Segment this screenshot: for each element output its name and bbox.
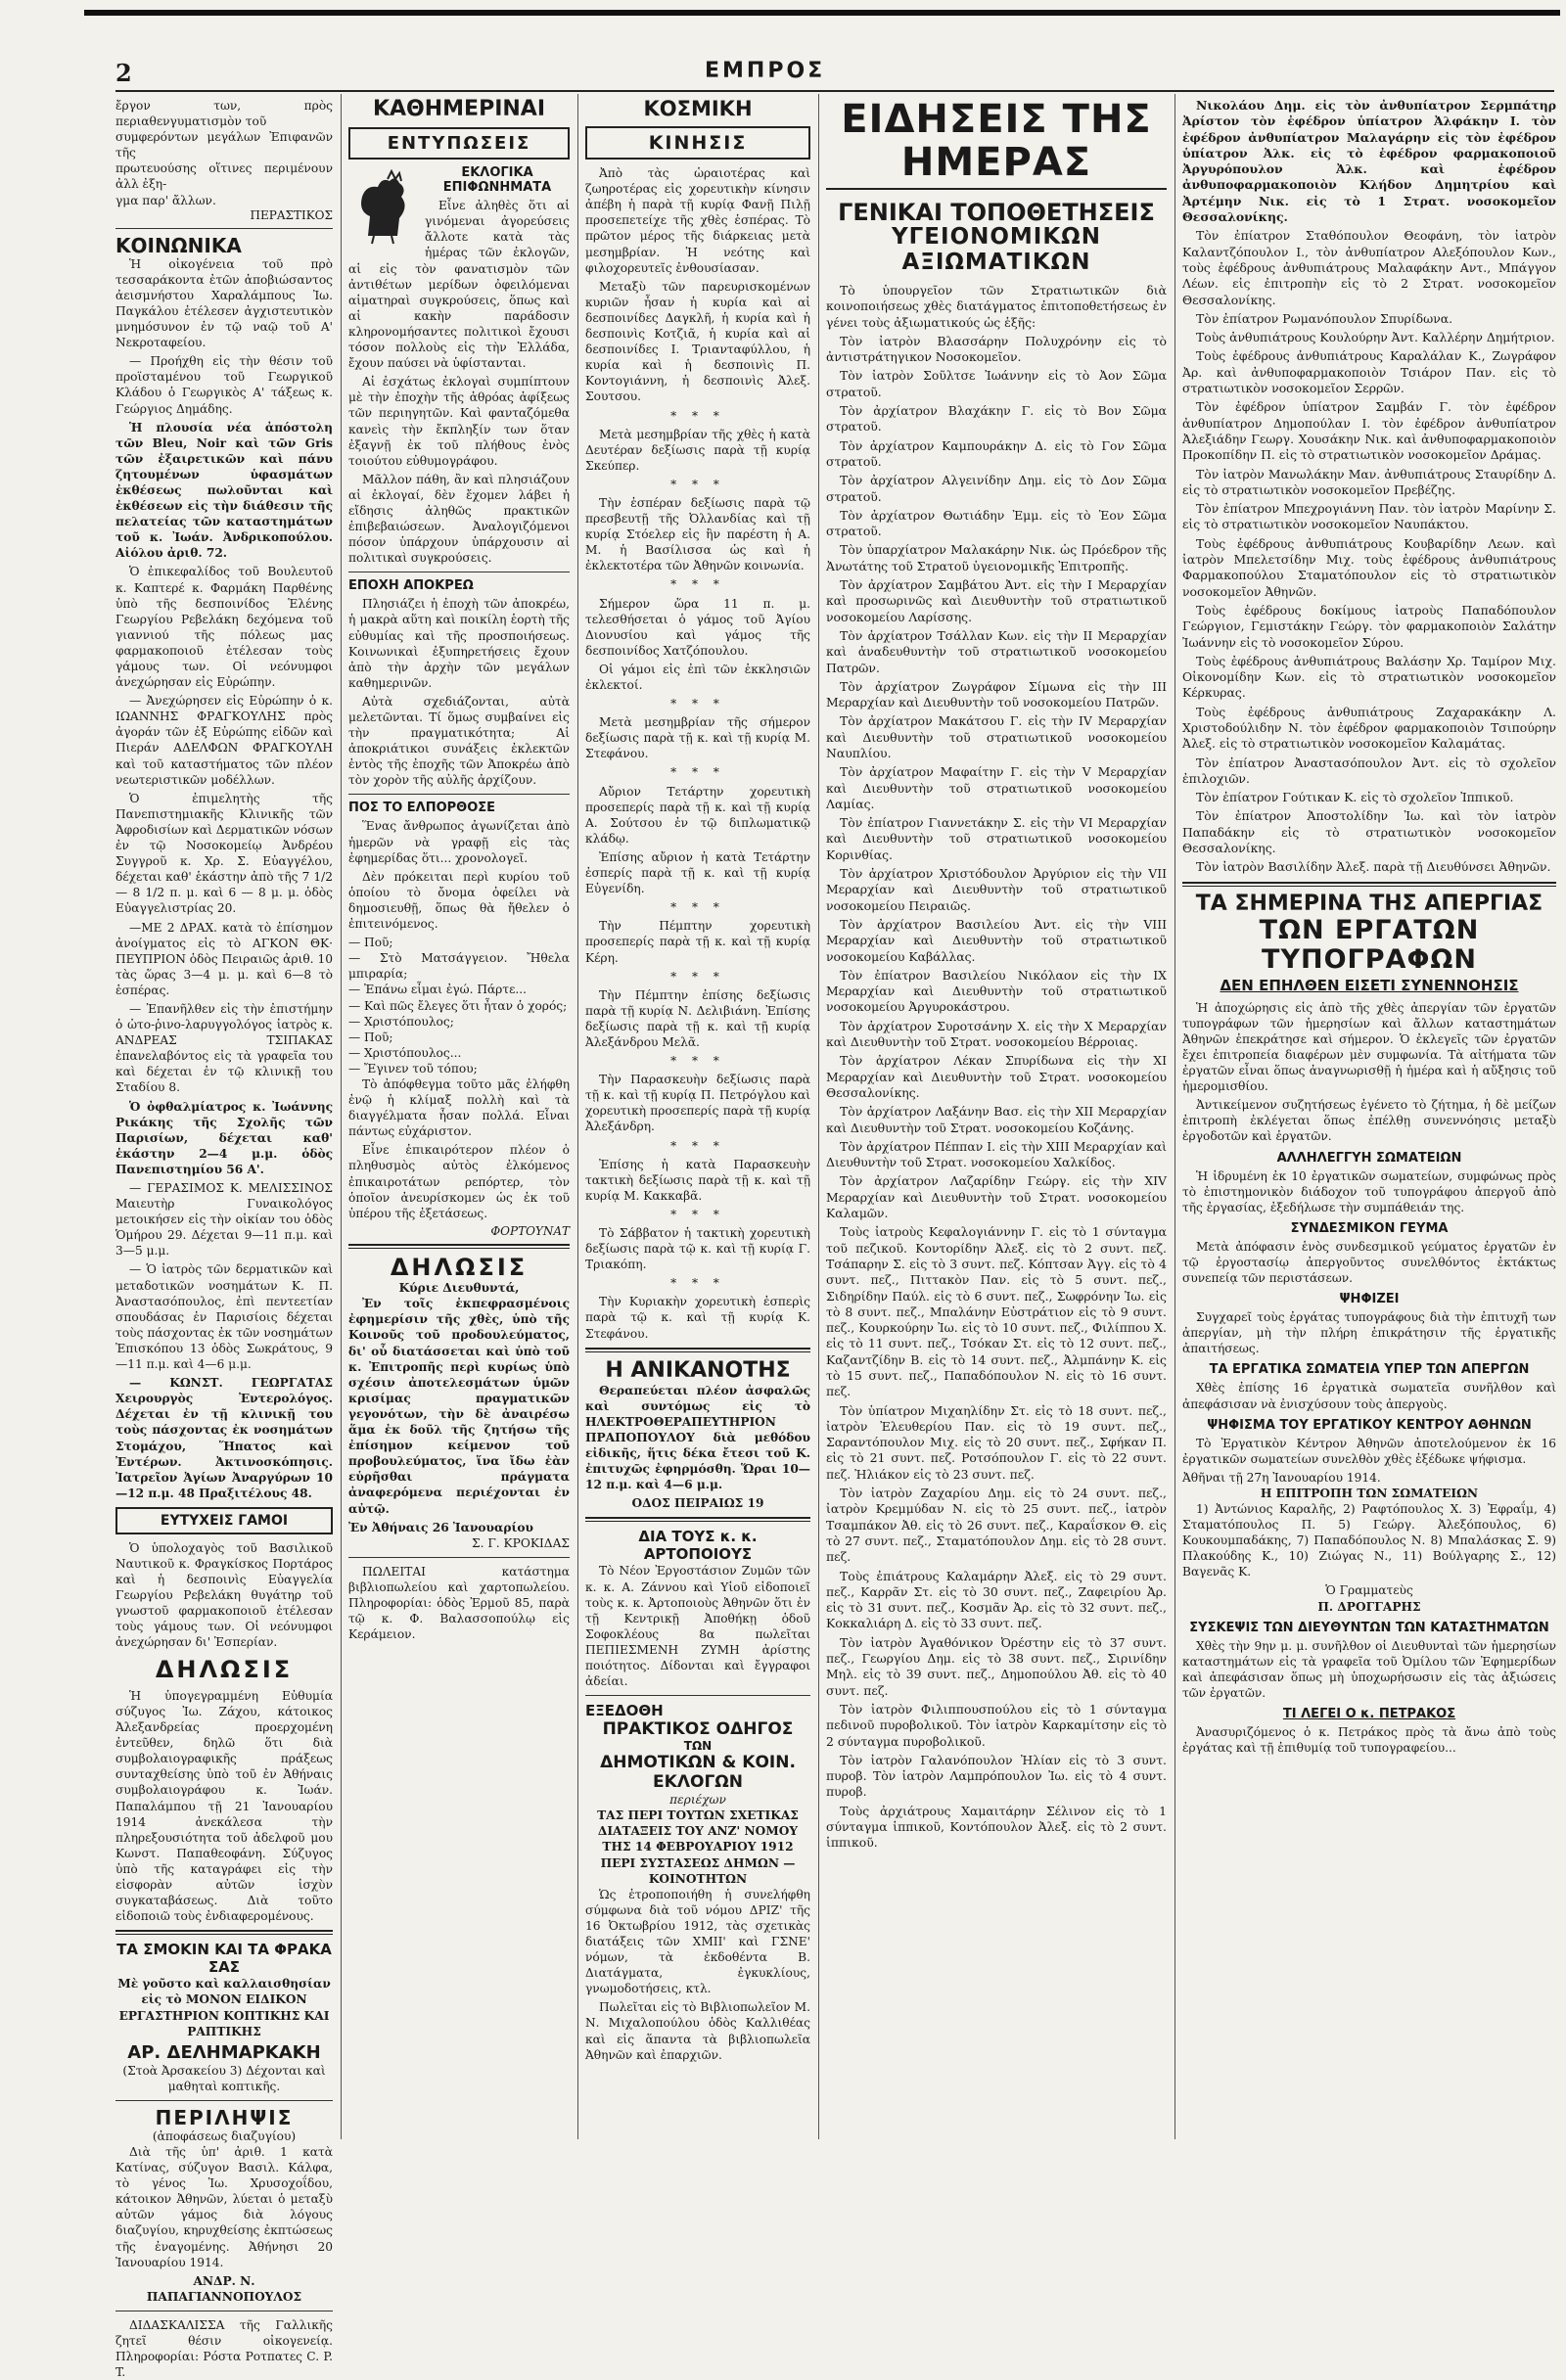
secretary-name: Π. ΔΡΟΓΓΑΡΗΣ [1317, 1599, 1421, 1614]
separator-stars: * * * [670, 408, 725, 423]
ad-title: ΔΗΜΟΤΙΚΩΝ & ΚΟΙΝ. ΕΚΛΟΓΩΝ [600, 1753, 796, 1793]
headline: ΓΕΝΙΚΑΙ ΤΟΠΟΘΕΤΗΣΕΙΣ [838, 199, 1155, 226]
separator-stars: * * * [670, 1276, 725, 1291]
paragraph: Τὸν ἀρχίατρον Ζωγράφον Σίμωνα εἰς τὴν ΙΙΙ Μεραρχίαν καὶ Διευθυντὴν τοῦ νοσοκομείου Πατρῶν. [826, 678, 1167, 710]
paragraph: Οἱ γάμοι εἰς ἐπὶ τῶν ἐκκλησιῶν ἐκλεκτοί. [585, 662, 810, 692]
ad-body [585, 1383, 810, 1493]
paragraph: Ἡ οἰκογένεια τοῦ πρὸ τεσσαράκοντα ἐτῶν ἀποβιώσαντος ἀεισμνήστου Χαραλάμπους Ἰω. Παγκάλου ἐτέλεσεν ἀγχιστευτικὸν μνημόσυνον ἐν τῷ ναῷ τοῦ Α' Νεκροταφείου. [115, 256, 333, 350]
dialog-line: — Ποῦ; [348, 1030, 393, 1044]
paragraph-text: Μετὰ ἀπόφασιν ἑνὸς συνδεσμικοῦ γεύματος ἐργατῶν ἐν τῷ ἐργοστασίῳ ἀπεργοῦντος συνελθόντος ἐκτάκτως συνεπείᾳ τῶν περιστάσεων. [1182, 1239, 1556, 1286]
place-date: Ἐν Ἀθήναις 26 Ἰανουαρίου [348, 1520, 533, 1534]
ad-title: Η ΑΝΙΚΑΝΟΤΗΣ [605, 1357, 791, 1383]
text-line: γμα παρ' ἄλλων. [115, 193, 216, 207]
separator-stars: * * * [670, 1207, 725, 1221]
rooster-icon [348, 167, 417, 246]
paragraph-text: Ἐν τοῖς ἐκπεφρασμένοις ἐφημερίσιν τῆς χθὲς, ὑπὸ τῆς Κοινοῦς τοῦ προδουλεύματος, δι' οὗ διατάσσεται καὶ ὑπὸ τοῦ κ. Ἐπιτροπῆς περὶ κυρίως ὑπὸ σχέσιν ἀποτελεσμάτων ὑμῶν κρισίμας πραγματικῶν γεγονότων, τὴν δὲ ἀναιρέσω ἅμα ἐκ δοῦλ τῆς ζητήσω τῆς ἐπίσημον κείμενον τοῦ προβουλεύματος, ἵνα ἴδω ἐὰν εὑρῆσθαι πράγματα ἀναφερόμενα περιέχονται ἐν αὐτῷ. [348, 1297, 570, 1516]
divider [348, 1557, 570, 1558]
text-line: πρωτευούσης οἵτινες περιμένουν ἀλλ ἐξη- [115, 161, 333, 192]
paragraph-text: Ἀνασυριζόμενος ὁ κ. Πετράκος πρὸς τὰ ἄνω ἀπὸ τοὺς ἐργάτας καὶ τῇ ἐπιθυμίᾳ τοῦ τυπογραφείου... [1182, 1725, 1556, 1756]
ad-label: ΕΞΕΔΟΘΗ [585, 1702, 664, 1720]
paragraph [115, 1540, 333, 1651]
paragraph: Τὸν ἰατρὸν Βασιλίδην Ἀλεξ. παρὰ τῇ Διευθύνσει Ἀθηνῶν. [1196, 859, 1551, 875]
column-4 [826, 98, 1167, 2143]
paragraph: Τὸν ἀρχίατρον Θωτιάδην Ἐμμ. εἰς τὸ Ἐον Σῶμα στρατοῦ. [826, 507, 1167, 539]
paragraph [1182, 1638, 1556, 1701]
paragraph: Τὸν ἰατρὸν Ἀγαθόνικον Ὀρέστην εἰς τὸ 37 συντ. πεζ., Γεωργίου Δημ. εἰς τὸ 38 συντ. πεζ., Σιρινίδην Μηλ. εἰς τὸ 39 συντ. πεζ., Δημοπούλου Ἀθ. εἰς τὸ 40 συντ. πεζ. [826, 1634, 1167, 1698]
ad-line: ΤΑΣ ΠΕΡΙ ΤΟΥΤΩΝ ΣΧΕΤΙΚΑΣ ΔΙΑΤΑΞΕΙΣ ΤΟΥ ΑΝΖ' ΝΟΜΟΥ ΤΗΣ 14 ΦΕΒΡΟΥΑΡΙΟΥ 1912 [597, 1808, 799, 1854]
paragraph-text: Συγχαρεῖ τοὺς ἐργάτας τυπογράφους διὰ τὴν ἐπιτυχῆ των ἀπεργίαν, μὴ τὴν πλήρη ἐπικράτησιν τῆς ἐργατικῆς ἀπαιτήσεως. [1182, 1310, 1556, 1356]
divider [115, 1930, 333, 1935]
paragraph: Τὸν ἀρχίατρον Αλγεινίδην Δημ. εἰς τὸ Δον Σῶμα στρατοῦ. [826, 473, 1167, 504]
box-title: ΕΥΤΥΧΕΙΣ ΓΑΜΟΙ [115, 1507, 333, 1534]
separator-stars: * * * [670, 1138, 725, 1153]
article-body [826, 283, 1167, 1852]
subheading: ΨΗΦΙΖΕΙ [1339, 1292, 1400, 1307]
dialog-line: — Καὶ πῶς ἔλεγες ὅτι ἦταν ὁ χορός; [348, 998, 568, 1013]
paragraph: Τοὺς ἀνθυπιάτρους Κουλούρην Ἀντ. Καλλέρην Δημήτριον. [1196, 330, 1555, 345]
divider [115, 2100, 333, 2101]
section-subtitle: ΕΝΤΥΠΩΣΕΙΣ [348, 127, 570, 160]
paragraph: Τὴν Παρασκευὴν δεξίωσις παρὰ τῇ κ. καὶ τῇ κυρίᾳ Π. Πετρόγλου καὶ χορευτικὴ προσεπερίς παρὰ τῇ κυρίᾳ Ἀλεξάνδρη. [585, 1073, 810, 1134]
paragraph: Τοὺς ἐφέδρους ἀνθυπιάτρους Καραλάλαν Κ., Ζωγράφον Ἀρ. καὶ ἀνθυποφαρμακοποιὸν Τσιάρον Παν. εἰς τὸ στρατιωτικὸν νοσοκομεῖον Σερρῶν. [1182, 348, 1556, 396]
paragraph-text: Τὸ Ἐργατικὸν Κέντρον Ἀθηνῶν ἀποτελούμενον ἐκ 16 ἐργατικῶν σωματείων συνελθὸν χθὲς ἐξέδωκε ψήφισμα. [1182, 1436, 1556, 1466]
paragraph-text: Τὸ Νέον Ἐργοστάσιον Ζυμῶν τῶν κ. κ. Α. Ζάννου καὶ Υἱοῦ εἰδοποιεῖ τοὺς κ. κ. Ἀρτοποιοὺς Ἀθηνῶν ὅτι ἐν τῇ Κεντρικῇ Ἀποθήκῃ ὁδοῦ Σοφοκλέους 8α πωλεῖται ΠΕΠΙΕΣΜΕΝΗ ΖΥΜΗ ἀρίστης ποιότητος. Δίδονται καὶ ἔγγραφοι ἀδείαι. [585, 1564, 810, 1689]
paragraph: Τὸν ἐπίατρον Μπεχρογιάννη Παν. τὸν ἰατρὸν Μαρίνην Σ. εἰς τὸ στρατιωτικὸν νοσοκομεῖον Ναυπάκτου. [1182, 501, 1556, 532]
headline: ΥΓΕΙΟΝΟΜΙΚΩΝ ΑΞΙΩΜΑΤΙΚΩΝ [891, 224, 1101, 275]
paragraph: Τοὺς ἐφέδρους ἀνθυπιάτρους Κουβαρίδην Λεων. καὶ ἰατρὸν Μπελετσίδην Μιχ. τοὺς ἐφέδρους ἀνθυπιάτρους Φαρμακοπούλου Σταματόπουλον εἰς τὸ στρατιωτικὸν νοσοκομεῖον Ἀθηνῶν. [1182, 535, 1556, 599]
paragraph [1182, 1724, 1556, 1756]
paragraph-text: Ὁ ὑπολοχαγὸς τοῦ Βασιλικοῦ Ναυτικοῦ κ. Φραγκίσκος Πορτάρος καὶ ἡ δεσποινὶς Εὐαγγελία Γεωργίου Ρεβελάκη θυγάτηρ τοῦ γνωστοῦ φαρμακοποιοῦ ἐτέλεσαν τοὺς γάμους των. Οἱ νεόνυμφοι ἀνεχώρησαν δι' Ἑσπερίαν. [115, 1540, 333, 1650]
paragraph: — Ὁ ἰατρὸς τῶν δερματικῶν καὶ μεταδοτικῶν νοσημάτων Κ. Π. Ἀναστασόπουλος, ἐπὶ πεντεετίαν σπουδάσας ἐν Παρισίοις δέχεται τοὺς πάσχοντας ἐκ τῶν νοσημάτων Ἐπισκόπου 13 ὁδὸς Σωκράτους, 9—11 π.μ. καὶ 4—6 μ.μ. [115, 1262, 333, 1372]
paragraph [348, 1564, 570, 1642]
paragraph: Τὸ ὑπουργεῖον τῶν Στρατιωτικῶν διὰ κοινοποιήσεως χθὲς διατάγματος ἐπιτοποθετήσεως ἐν γένει τοὺς ἀξιωματικούς ὡς ἑξῆς: [826, 282, 1167, 330]
subheading: ΠΟΣ ΤΟ ΕΛΠΟΡΘΟΣΕ [348, 801, 496, 816]
paragraph: Τὸν ἀρχίατρον Βλαχάκην Γ. εἰς τὸ Βον Σῶμα στρατοῦ. [826, 403, 1167, 435]
dialog-line: — Χριστόπουλος; [348, 1014, 454, 1029]
paragraph-text: Ἡ ὑπογεγραμμένη Εὐθυμία σύζυγος Ἰω. Ζάχου, κάτοικος Ἀλεξανδρείας προερχομένη ἐντεῦθεν, δηλῶ ὅτι διὰ συμβολαιογραφικῆς πράξεως συνταχθείσης ὑπὸ τοῦ ἐν Ἀθήναις συμβολαιογράφου κ. Ἰωάν. Παπαλάμπου τῇ 21 Ἰανουαρίου 1914 ἀνεκάλεσα τὴν πληρεξουσιότητα τοῦ ἀδελφοῦ μου Κωνστ. Παπαθεοφάνη. Σύζυγος ὑπὸ τῆς καταγράφει εἰς τὴν εἰσφορὰν αὐτῶν ἰσχὺν συγκαταβάσεως. Διὰ τοῦτο εἰδοποιῶ τοὺς ἐνδιαφερομένους. [115, 1688, 333, 1924]
paragraph: Τοὺς ἐφέδρους ἀνθυπιάτρους Ζαχαρακάκην Λ. Χριστοδούλιδην Ν. τὸν ἐφέδρον φαρμακοποιὸν Τσιπούρην Ἀλεξ. εἰς τὸ στρατιωτικὸν νοσοκομεῖον Καλαμάτας. [1182, 704, 1556, 752]
paragraph: Τὸν ἐφέδρον ὑπίατρον Σαμβάν Γ. τὸν ἐφέδρον ἀνθυπίατρον Δημοπούλαν Ι. τὸν ἐφέδρον ἀνθυπίατρον Ἀλεξιάδην Γεωργ. Χουσάκην Νικ. καὶ ἀνθυποφαρμακοποιὸν Προκοπίδην Π. εἰς τὸ στρατιωτικὸν νοσοκομεῖον Δράμας. [1182, 399, 1556, 463]
column-divider [577, 94, 578, 2139]
paragraph: Τὸν ἀρχίατρον Καμπουράκην Δ. εἰς τὸ Γον Σῶμα στρατοῦ. [826, 437, 1167, 469]
separator-stars: * * * [670, 477, 725, 491]
divider [585, 1695, 810, 1696]
separator-stars: * * * [670, 697, 725, 711]
paragraph: Τὸν ἀρχίατρον Τσάλλαν Κων. εἰς τὴν ΙΙ Μεραρχίαν καὶ ἀναδευθυντὴν τοῦ στρατιωτικοῦ νοσοκομείου Πατρῶν. [826, 627, 1167, 675]
paragraph: Τὸν ἰατρὸν Σοῦλτσε Ἰωάννην εἰς τὸ Ἀον Σῶμα στρατοῦ. [826, 368, 1167, 399]
paragraph: Αὐτὰ σχεδιάζονται, αὐτὰ μελετῶνται. Τί ὅμως συμβαίνει εἰς τὴν πραγματικότητα; Αἱ ἀποκριάτικοι συνάξεις ἐκλεκτῶν ἐντὸς τῆς ἐποχῆς τῶν Ἀποκρέω ἀπὸ τὸν χορὸν τῆς αὐλῆς ἀρχίζουν. [348, 694, 570, 788]
dialog-line: — Ποῦ; [348, 936, 393, 950]
dialog-line: — Στὸ Ματσάγγειον. Ἤθελα μπιραρία; [348, 951, 570, 982]
paragraph: Τὸν ἀρχίατρον Χριστόδουλον Ἀργύριον εἰς τὴν VII Μεραρχίαν καὶ Διευθυντὴν τοῦ στρατιωτικοῦ νοσοκομείου Πειραιῶς. [826, 866, 1167, 913]
column-divider [818, 94, 819, 2139]
paragraph: Τὴν ἑσπέραν δεξίωσις παρὰ τῷ πρεσβευτῇ τῆς Ὀλλανδίας καὶ τῇ κυρίᾳ Στόελερ εἰς ἣν παρέστη ἡ Α. Μ. ἡ Βασίλισσα ὡς καὶ ἡ ἐκλεκτοτέρα τῶν Ἀθηνῶν κοινωνία. [585, 495, 810, 573]
text-line: ἔργον των, πρὸς περιαθενγυματισμὸν τοῦ [115, 99, 333, 129]
paragraph: Τὸν ἐπίατρον Ἀποστολίδην Ἰω. καὶ τὸν ἰατρὸν Παπαδάκην εἰς τὸ στρατιωτικὸν νοσοκομεῖον Θεσσαλονίκης. [1182, 808, 1556, 856]
column-divider [1174, 94, 1175, 2139]
paragraph: Ἡ πλουσία νέα ἀπόστολη τῶν Bleu, Noir καὶ τῶν Gris τῶν ἐξαιρετικῶν καὶ πάνυ ζητουμένων ὑφασμάτων ἐκθέσεως πωλοῦνται καὶ ἐκθέσεων εἰς τὴν διάθεσιν τῆς πελατείας τῶν καταστημάτων τοῦ κ. Ἰωάν. Ἀνδρικοπούλου. Αἰόλου ἀριθ. 72. [115, 420, 333, 561]
paragraph: Τοὺς ἐπιάτρους Καλαμάρην Ἀλεξ. εἰς τὸ 29 συντ. πεζ., Καρρᾶν Στ. εἰς τὸ 30 συντ. πεζ., Ζαφειρίου Ἀρ. εἰς τὸ 31 συντ. πεζ., Κοσμᾶν Ἀρ. εἰς τὸ 32 συντ. πεζ., Κοκκαλιάρη Δ. εἰς τὸ 33 συντ. πεζ. [826, 1568, 1167, 1631]
headline: ΤΑ ΣΗΜΕΡΙΝΑ ΤΗΣ ΑΠΕΡΓΙΑΣ [1195, 891, 1543, 916]
section-title: ΔΗΛΩΣΙΣ [390, 1253, 529, 1281]
paragraph: Τὸν ἀρχίατρον Πέππαν Ι. εἰς τὴν ΧΙΙΙ Μεραρχίαν καὶ Διευθυντὴν τοῦ Στρατ. νοσοκομείου Χαλκίδος. [826, 1138, 1167, 1170]
article-body [348, 596, 570, 788]
paragraph: Τοὺς ἐφέδρους δοκίμους ἰατροὺς Παπαδόπουλον Γεώργιον, Γεμιστάκην Γεώργ. τὸν φαρμακοποιὸν Σαλάτην Ἰωάννην εἰς τὸ νοσοκομεῖον Σύρου. [1182, 602, 1556, 650]
subheading: ΑΛΛΗΛΕΓΓΥΗ ΣΩΜΑΤΕΙΩΝ [1276, 1150, 1462, 1166]
paragraph: Τοὺς ἐφέδρους ἀνθυπιάτρους Βαλάσην Χρ. Ταμίρον Μιχ. Οἰκονομίδην Κων. εἰς τὸ στρατιωτικὸν νοσοκομεῖον Κέρκυρας. [1182, 653, 1556, 701]
signature: Σ. Γ. ΚΡΟΚΙΔΑΣ [471, 1535, 570, 1550]
ad-title: ΠΡΑΚΤΙΚΟΣ ΟΔΗΓΟΣ [602, 1719, 794, 1740]
page-number: 2 [115, 59, 132, 87]
ad-line: περιέχων [669, 1793, 726, 1808]
top-rule [84, 10, 1560, 16]
paragraph: — ΚΩΝΣΤ. ΓΕΩΡΓΑΤΑΣ Χειρουργὸς Ἐντερολόγος. Δέχεται ἐν τῇ κλινικῇ του τοὺς πάσχοντας ἐκ νοσημάτων Στομάχου, Ἥπατος καὶ Ἐντέρων. Ἀκτινοσκόπησις. Ἰατρεῖον Ἀγίων Ἀναργύρων 10—12 π.μ. 48 Πραξιτέλους 48. [115, 1376, 333, 1500]
paragraph: Ὁ ἐπικεφαλίδος τοῦ Βουλευτοῦ κ. Καπτερέ κ. Φαρμάκη Παρθένης ὑπὸ τῆς δεσποινίδος Ἑλένης Γεωργίου Ρεβελάκη δεχόμενα τοῦ γιαννιού τῆς πόλεως μας φαρμακοποιοῦ ἐτέλεσαν τοὺς γάμους των. Οἱ νεόνυμφοι ἀνεχώρησαν εἰς Εὐρώπην. [115, 565, 333, 690]
paragraph [115, 2317, 333, 2380]
paragraph: — Προήχθη εἰς τὴν θέσιν τοῦ προϊσταμένου τοῦ Γεωργικοῦ Κλάδου ὁ Γεωργικὸς Α' τάξεως κ. Γεώργιος Δημάδης. [115, 354, 333, 416]
paragraph [1182, 1501, 1556, 1579]
paragraph: Τὸν ἐπίατρον Βασιλείου Νικόλαον εἰς τὴν IX Μεραρχίαν καὶ Διευθυντὴν τοῦ στρατιωτικοῦ νοσοκομείου Ἀργυροκάστρου. [826, 967, 1167, 1015]
article-body [585, 165, 810, 1342]
paragraph: Σήμερον ὥρα 11 π. μ. τελεσθήσεται ὁ γάμος τοῦ Ἀγίου Διονυσίου καὶ γάμος τῆς δεσποινίδος Χατζόπουλου. [585, 596, 810, 658]
subheading: ΣΥΣΚΕΨΙΣ ΤΩΝ ΔΙΕΥΘΥΝΤΩΝ ΤΩΝ ΚΑΤΑΣΤΗΜΑΤΩΝ [1189, 1620, 1549, 1635]
paragraph: Τὸν ἀρχίατρον Λαζαρίδην Γεώργ. εἰς τὴν ΧΙV Μεραρχίαν καὶ Διευθυντὴν τοῦ Στρατ. νοσοκομείου Καλαμῶν. [826, 1173, 1167, 1221]
paragraph: Νικολάου Δημ. εἰς τὸν ἀνθυπίατρον Σερμπάτηρ Ἀρίστον τὸν ἐφέδρον ὑπίατρον Ἀλφάκην Ι. τὸν ἐφέδρον ἀνθυπίατρον Μαλαγάρην εἰς τὸν ἐφέδρον ὑπίατρον Ἀλκ. εἰς τὸ ἐφέδρον φαρμακοποιοῦ Ἀργυρόπουλον Ἀλκ. καὶ ἐφέδρον ἀνθυποφαρμακοποιὸν Κλήδον Δημητρίου καὶ Ἀρτέμην Νικ. εἰς τὸ 1 Στρατ. νοσοκομεῖον Θεσσαλονίκης. [1182, 98, 1556, 225]
paragraph: Ἕνας ἄνθρωπος ἀγωνίζεται ἀπὸ ἡμερῶν νὰ γραφῇ εἰς τὰς ἐφημερίδας ὅτι... χρονολογεῖ. [348, 819, 570, 865]
paragraph: Τὸν ἰατρὸν Ζαχαρίου Δημ. εἰς τὸ 24 συντ. πεζ., ἰατρὸν Κρεμμύδαν Ν. εἰς τὸ 25 συντ. πεζ., ἰατρὸν Τσαμπάκον Ἀθ. εἰς τὸ 26 συντ. πεζ., Καραΐσκον Θ. εἰς τὸ 27 συντ. πεζ., Σταματόπουλον Δημ. εἰς τὸ 28 συντ. πεζ. [826, 1486, 1167, 1565]
subheading: ΨΗΦΙΣΜΑ ΤΟΥ ΕΡΓΑΤΙΚΟΥ ΚΕΝΤΡΟΥ ΑΘΗΝΩΝ [1207, 1417, 1532, 1433]
paragraph: Τὸν ὑπαρχίατρον Μαλακάρην Νικ. ὡς Πρόεδρον τῆς Ἀνωτάτης τοῦ Στρατοῦ ὑγειονομικῆς Ἐπιτροπῆς. [826, 542, 1167, 573]
paragraph-text: 1) Ἀντώνιος Καραλῆς, 2) Ραφτόπουλος Χ. 3) Ἐφραΐμ, 4) Σταματόπουλος Π. 5) Γεώργ. Ἀλεξόπουλος, 6) Κουκουμπαδάκης, 7) Παπαδόπουλος Ν. 8) Μπαλάσκας Σ. 9) Πλακούδης Κ., 10) Ζιώγας Ν., 11) Βούλγαρης Σ., 12) Βαγενᾶς Κ. [1182, 1501, 1556, 1579]
intro-text [115, 98, 333, 208]
paragraph: Ἀντικείμενον συζητήσεως ἐγένετο τὸ ζήτημα, ἡ δὲ μείζων ἐπιτροπὴ ἐκλέγεται ὅπως ἐπέλθῃ συνεννόησις μεταξὺ ἐργοδοτῶν καὶ ἐργατῶν. [1182, 1098, 1556, 1144]
paragraph [348, 1296, 570, 1516]
paragraph: Τὸν ἀρχίατρον Σαμβάτου Ἀντ. εἰς τὴν Ι Μεραρχίαν καὶ προσωρινῶς καὶ Διευθυντὴν τοῦ στρατιωτικοῦ νοσοκομείου Λαρίσσης. [826, 577, 1167, 624]
paragraph: Ἡ ἀποχώρησις εἰς ἀπὸ τῆς χθὲς ἀπεργίαν τῶν ἐργατῶν τυπογράφων τῶν ἡμερησίων καὶ ἄλλων καταστημάτων Ἀθηνῶν ἐπεκράτησε καὶ σήμερον. Ὁ ἐκλεγεῖς τῶν ἐργατῶν ἔχει ἐπιτροπεία διαφέρων μὲν συμφωνία. Τὰ αἰτήματα τῶν ἐργατῶν εἶναι ὅπως ἀναγνωρισθῇ ἡ ἡμέρα καὶ ἡ αὔξησις τοῦ ἡμερομισθίου. [1182, 1000, 1556, 1094]
section-title: ΚΟΣΜΙΚΗ [643, 97, 753, 120]
separator-stars: * * * [670, 969, 725, 984]
paragraph: Μεταξὺ τῶν παρευρισκομένων κυριῶν ἦσαν ἡ κυρία καὶ αἱ δεσποινίδες Δαγκλῆ, ἡ κυρία καὶ ἡ δεσποινὶς Κοτζιᾶ, ἡ κυρία καὶ αἱ δεσποινίδες Ι. Τριανταφύλλου, ἡ κυρία καὶ ἡ δεσποινὶς Π. Κοντογιάννη, ἡ δεσποινὶς Ἀλεξ. Σουτσου. [585, 279, 810, 404]
paragraph: Ἀπὸ τὰς ὡραιοτέρας καὶ ζωηροτέρας εἰς χορευτικὴν κίνησιν ἀπέβη ἡ παρὰ τῇ κυρίᾳ Φανῇ Πιλῇ προσεπετείχε τῆς χθὲς ἑσπέρας. Τὸ πρῶτον μέρος τῆς διάρκειας μετὰ μεσημβρίαν. Ἡ νεότης καὶ φιλοχορευτεῖς ἐνθουσίασαν. [585, 166, 810, 275]
ad-body [585, 1563, 810, 1689]
paragraph-text: Ὡς ἐτροποποιήθη ἡ συνελήφθη σύμφωνα διὰ τοῦ νόμου ΔΡΙΖ' τῆς 16 Ὀκτωβρίου 1912, τὰς σχετικὰς διατάξεις τῶν ΧΜΙΙ' καὶ ΓΣΝΕ' νόμων, τὰ ἐκδοθέντα Β. Διατάγματα, ἐγκυκλίους, γνωμοδοτήσεις, κτλ. [585, 1887, 810, 1996]
paragraph: Τοὺς ἰατροὺς Κεφαλογιάννην Γ. εἰς τὸ 1 σύνταγμα τοῦ πεζικοῦ. Κοντορίδην Ἀλεξ. εἰς τὸ 2 συντ. πεζ. Τσάπαρην Σ. εἰς τὸ 3 συντ. πεζ. Κόπτσαν Ἀγγ. εἰς τὸ 4 συντ. πεζ., Πιττακὸν Παν. εἰς τὸ 5 συντ. πεζ., Σιδηρίδην Παύλ. εἰς τὸ 6 συντ. πεζ., Σωφρόνην Ἰω. εἰς τὸ 8 συντ. πεζ., Μπαλάνην Εὐστράτιον εἰς τὸ 9 συντ. πεζ., Κουρκούρην Ἰω. εἰς τὸ 10 συντ. πεζ., Φιλίππου Χ. εἰς τὸ 11 συντ. πεζ., Τσόκαν Στ. εἰς τὸ 12 συντ. πεζ., Καζαντζίδην Β. εἰς τὸ 14 συντ. πεζ., Ἀλμπάνην Κ. εἰς τὸ 15 συντ. πεζ., Παπαδόπουλον Ν. εἰς τὸ 16 συντ. πεζ. [826, 1224, 1167, 1399]
paragraph [1182, 1436, 1556, 1467]
paragraph: Τὸν ἰατρὸν Φιλιππουσπούλου εἰς τὸ 1 σύνταγμα πεδινοῦ πυροβολικοῦ. Τὸν ἰατρὸν Καρκαμίτσην εἰς τὸ 2 σύνταγμα πυροβολικοῦ. [826, 1701, 1167, 1749]
paragraph: Τὸν ἀρχίατρον Λαξάνην Βασ. εἰς τὴν ΧΙΙ Μεραρχίαν καὶ Διευθυντὴν τοῦ Στρατ. νοσοκομείου Κοζάνης. [826, 1104, 1167, 1135]
paragraph [115, 2144, 333, 2270]
paragraph [1182, 1380, 1556, 1411]
paragraph-text: Πωλεῖται εἰς τὸ Βιβλιοπωλεῖον Μ. Ν. Μιχαλοπούλου ὁδὸς Καλλιθέας καὶ εἰς ἅπαντα τὰ βιβλιοπωλεῖα Ἀθηνῶν καὶ ἐπαρχιῶν. [585, 2000, 810, 2062]
column-5 [1182, 98, 1556, 2143]
paragraph: Τὸν ἰατρὸν Μανωλάκην Μαν. ἀνθυπιάτρους Σταυρίδην Δ. εἰς τὸ στρατιωτικὸν νοσοκομεῖον Πρεβέζης. [1182, 466, 1556, 497]
paragraph: Τοὺς ἀρχιάτρους Χαμαιτάρην Σέλινον εἰς τὸ 1 σύνταγμα ἱππικοῦ, Κοντόπουλον Ἀλεξ. εἰς τὸ 2 συντ. ἱππικοῦ. [826, 1803, 1167, 1851]
ad-address: (Στοὰ Ἀρσακείου 3) Δέχονται καὶ μαθηταὶ κοπτικῆς. [122, 2063, 326, 2093]
separator-stars: * * * [670, 1054, 725, 1069]
paragraph: — ΓΕΡΑΣΙΜΟΣ Κ. ΜΕΛΙΣΣΙΝΟΣ Μαιευτὴρ Γυναικολόγος μετοικήσεν εἰς τὴν οἰκίαν του ὁδὸς Ὁμήρου 29. Δέχεται 9—11 π.μ. καὶ 3—5 μ.μ. [115, 1181, 333, 1259]
paragraph: Ἐπίσης ἡ κατὰ Παρασκευὴν τακτικὴ δεξίωσις παρὰ τῇ κ. καὶ τῇ κυρίᾳ Μ. Κακκαβᾶ. [585, 1157, 810, 1203]
header-rule [115, 90, 1554, 92]
paragraph-text: ΠΩΛΕΙΤΑΙ κατάστημα βιβλιοπωλείου καὶ χαρτοπωλείου. Πληροφορίαι: ὁδὸς Ἐρμοῦ 85, παρὰ τῷ κ. Φ. Βαλασσοπούλῳ εἰς Κεράμειον. [348, 1564, 570, 1642]
paragraph: Δὲν πρόκειται περὶ κυρίου τοῦ ὁποίου τὸ ὄνομα ὀφείλει νὰ δημοσιευθῇ, ὅπως θὰ ἤθελεν ὁ ἐπιτεινόμενος. [348, 869, 570, 932]
headline: ΔΕΝ ΕΠΗΛΘΕΝ ΕΙΣΕΤΙ ΣΥΝΕΝΝΟΗΣΙΣ [1220, 977, 1519, 995]
ad-title: ΔΙΑ ΤΟΥΣ κ. κ. ΑΡΤΟΠΟΙΟΥΣ [638, 1528, 758, 1564]
section-title: ΠΕΡΙΛΗΨΙΣ [155, 2105, 294, 2129]
divider [115, 228, 333, 229]
ad-line: ΤΩΝ [683, 1739, 713, 1754]
section-subtitle: ΚΙΝΗΣΙΣ [585, 126, 810, 160]
article-body [115, 256, 333, 1501]
paragraph: Τὸν ἰατρὸν Βλασσάρην Πολυχρόνην εἰς τὸ ἀντιστράτηγικον Νοσοκομεῖον. [826, 333, 1167, 365]
subheading: ΣΥΝΔΕΣΜΙΚΟΝ ΓΕΥΜΑ [1290, 1220, 1449, 1236]
article-body [1182, 1000, 1556, 1145]
paragraph: —ΜΕ 2 ΔΡΑΧ. κατὰ τὸ ἐπίσημον ἀνοίγματος εἰς τὸ ΑΓΚΟΝ ΘΚ· ΠΕΥΠΡΙΟΝ ὁδὸς Πειραιῶς ἀριθ. 10 τὰς ὥρας 3—4 μ. μ. καὶ 6—8 τὸ ἑσπέρας. [115, 920, 333, 997]
signature: ΠΕΡΑΣΤΙΚΟΣ [250, 207, 333, 222]
ad-name: ΑΡ. ΔΕΛΗΜΑΡΚΑΚΗ [127, 2041, 321, 2063]
paragraph: Τὸ ἀπόφθεγμα τοῦτο μᾶς ἐλήφθη ἐνῷ ἡ κλίμαξ πολλὴ καὶ τὰ διαγγέλματα ἦσαν πολλά. Εἶναι πάντως εὐχάριστον. [348, 1076, 570, 1139]
paragraph: Τὴν Πέμπτην ἐπίσης δεξίωσις παρὰ τῇ κυρίᾳ Ν. Δελιβιάνη. Ἐπίσης δεξίωσις παρὰ τῇ κ. καὶ τῇ κυρίᾳ Ἀλεξάνδρου Μελᾶ. [585, 987, 810, 1049]
separator-stars: * * * [670, 765, 725, 780]
subtitle: (ἀποφάσεως διαζυγίου) [152, 2128, 297, 2143]
paragraph: Τὸ Σάββατον ἡ τακτικὴ χορευτικὴ δεξίωσις παρὰ τῷ κ. καὶ τῇ κυρίᾳ Γ. Τριακόπη. [585, 1226, 810, 1272]
ad-address: ΟΔΟΣ ΠΕΙΡΑΙΩΣ 19 [631, 1496, 764, 1511]
text-line: συμφερόντων μεγάλων Ἐπιφανῶν τῆς [115, 130, 333, 160]
subheading: ΕΚΛΟΓΙΚΑ ΕΠΙΦΩΝΗΜΑΤΑ [442, 165, 552, 196]
divider [348, 794, 570, 795]
subheading: ΕΠΟΧΗ ΑΠΟΚΡΕΩ [348, 578, 474, 594]
article-body [348, 198, 570, 566]
ad-line: Μὲ γοῦστο καὶ καλλαισθησίαν εἰς τὸ ΜΟΝΟΝ ΕΙΔΙΚΟΝ ΕΡΓΑΣΤΗΡΙΟΝ ΚΟΠΤΙΚΗΣ ΚΑΙ ΡΑΠΤΙΚΗΣ [117, 1977, 331, 2038]
dialog-line: — Ἔγινεν τοῦ τόπου; [348, 1061, 478, 1076]
salutation: Κύριε Διευθυντά, [398, 1281, 520, 1296]
divider [585, 1348, 810, 1352]
paragraph-text: Διὰ τῆς ὑπ' ἀριθ. 1 κατὰ Κατίνας, σύζυγον Βασιλ. Κάλφα, τὸ γένος Ἰω. Χρυσοχοΐδου, κάτοικον Ἀθηνῶν, λύεται ὁ μεταξὺ αὐτῶν γάμος διὰ λόγους διαζυγίου, κηρυχθείσης ἐκπτώσεως τῆς ἐναγομένης. Ἀθήνησι 20 Ἰανουαρίου 1914. [115, 2144, 333, 2269]
ad-body [585, 1999, 810, 2062]
paragraph: Μετὰ μεσημβρίαν τῆς σήμερον δεξίωσις παρὰ τῇ κ. καὶ τῇ κυρίᾳ Μ. Στεφάνου. [585, 715, 810, 761]
separator-stars: * * * [670, 900, 725, 915]
dialog-line: — Ἐπάνω εἶμαι ἐγώ. Πάρτε... [348, 983, 528, 997]
paragraph: Αἱ ἐσχάτως ἐκλογαὶ συμπίπτουν μὲ τὴν ἐποχὴν τῆς ἀθρόας ἀφίξεως τῶν περιηγητῶν. Καὶ φανταζόμεθα κανεὶς τὴν ἔκπληξίν των ὅταν ἐξαγνῇ ἐκ τοῦ πλήθους ἐνὸς τοιούτου εὐθυμογράφου. [348, 375, 570, 468]
paragraph: Μᾶλλον πάθη, ἂν καὶ πλησιάζουν αἱ ἐκλογαί, δὲν ἔχομεν λάβει ἡ εἴδησις ἀληθῶς πρακτικῶν ἐπιβεβαιώσεων. Ἀναλογιζόμενοι πόσον ὑπάρχουν ὑπάρχουσιν αἱ πολιτικαὶ συγκρούσεις. [348, 472, 570, 566]
headline: ΤΩΝ ΕΡΓΑΤΩΝ ΤΥΠΟΓΡΑΦΩΝ [1259, 914, 1480, 975]
section-banner: ΕΙΔΗΣΕΙΣ ΤΗΣ ΗΜΕΡΑΣ [826, 98, 1167, 190]
section-title: ΔΗΛΩΣΙΣ [155, 1655, 294, 1683]
paragraph: Ἐπίσης αὔριον ἡ κατὰ Τετάρτην ἐσπερίς παρὰ τῇ κ. καὶ τῇ κυρίᾳ Εὐγενίδη. [585, 849, 810, 896]
paragraph-text: ΔΙΔΑΣΚΑΛΙΣΣΑ τῆς Γαλλικῆς ζητεῖ θέσιν οἰκογενείᾳ. Πληροφορίαι: Ρόστα Ροτπατες C. P. T. [115, 2317, 333, 2380]
divider [348, 1244, 570, 1249]
paragraph: Πλησιάζει ἡ ἐποχὴ τῶν ἀποκρέω, ἡ μακρὰ αὕτη καὶ ποικίλη ἑορτὴ τῆς εὐθυμίας καὶ τῆς προσποιήσεως. Κοινωνικαὶ ἐξυπηρετήσεις ἔχουν ἀπὸ τὴν ἀρχὴν τῶν μεγάλων καθημερινῶν. [348, 597, 570, 690]
paragraph: Μετὰ μεσημβρίαν τῆς χθὲς ἡ κατὰ Δευτέραν δεξίωσις παρὰ τῇ κυρίᾳ Σκεύπερ. [585, 427, 810, 473]
secretary-label: Ὁ Γραμματεὺς [1325, 1583, 1413, 1598]
article-body [348, 818, 570, 1220]
dialog-line: — Χριστόπουλος... [348, 1045, 462, 1060]
paragraph: Τὸν ἀρχίατρον Συροτσάνην Χ. εἰς τὴν Χ Μεραρχίαν καὶ Διευθυντὴν τοῦ Στρατ. νοσοκομείου Βέρροιας. [826, 1018, 1167, 1050]
paragraph: — Ἀνεχώρησεν εἰς Εὐρώπην ὁ κ. ΙΩΑΝΝΗΣ ΦΡΑΓΚΟΥΛΗΣ πρὸς ἀγοράν τῶν ἐξ Εὐρώπης εἰδῶν καὶ Πιεράν ΑΔΕΛΦΩΝ ΦΡΑΓΚΟΥΛΗ καὶ τοῦ καταστήματος τῶν πλέον νεωτεριστικῶν μοδέλλων. [115, 694, 333, 787]
paragraph: Τὸν ἐπίατρον Σταθόπουλον Θεοφάνη, τὸν ἰατρὸν Καλαντζόπουλον Ι., τὸν ἀνθυπίατρον Αλεξόπουλον Κων., τοὺς ἐφέδρους ἀνθυπιάτρους Μαλαφάκην Αντ., Μπάγγον Λέων. εἰς ἐπιτροπὴν εἰς τὸ 2 Στρατ. νοσοκομεῖον Θεσσαλονίκης. [1182, 228, 1556, 307]
paragraph: Τὸν ἀρχίατρον Μακάτσου Γ. εἰς τὴν IV Μεραρχίαν καὶ Διευθυντὴν τοῦ στρατιωτικοῦ νοσοκομείου Ναυπλίου. [826, 713, 1167, 760]
paragraph [1182, 1168, 1556, 1215]
paragraph [1182, 1309, 1556, 1356]
paragraph: Τὸν ἀρχίατρον Βασιλείου Ἀντ. εἰς τὴν VIII Μεραρχίαν καὶ Διευθυντὴν τοῦ στρατιωτικοῦ νοσοκομείου Καβάλλας. [826, 916, 1167, 964]
ad-line: ΠΕΡΙ ΣΥΣΤΑΣΕΩΣ ΔΗΜΩΝ — ΚΟΙΝΟΤΗΤΩΝ [600, 1855, 796, 1886]
paragraph: Τὸν ἰατρὸν Γαλανόπουλον Ἠλίαν εἰς τὸ 3 συντ. πυροβ. Τὸν ἰατρὸν Λαμπρόπουλον Ἰω. εἰς τὸ 4 συντ. πυροβ. [826, 1752, 1167, 1800]
paragraph-text: Χθὲς τὴν 9ην μ. μ. συνῆλθον οἱ Διευθυνταὶ τῶν ἡμερησίων καταστημάτων εἰς τὰ γραφεῖα τοῦ Ὀμίλου τῶν Ἐφημερίδων καὶ ἀπεφάσισαν ὅπως μὴ ὑποχωρήσωσιν εἰς τὰς ἀξιώσεις τῶν ἐργατῶν. [1182, 1638, 1556, 1700]
paragraph: Τὸν ἀρχίατρον Λέκαν Σπυρίδωνα εἰς τὴν ΧΙ Μεραρχίαν καὶ Διευθυντὴν τοῦ Στρατ. νοσοκομείου Θεσσαλονίκης. [826, 1053, 1167, 1100]
paragraph: Τὴν Πέμπτην χορευτικὴ προσεπερίς παρὰ τῇ κ. καὶ τῇ κυρίᾳ Κέρη. [585, 919, 810, 965]
paragraph: Τὸν ὑπίατρον Μιχαηλίδην Στ. εἰς τὸ 18 συντ. πεζ., ἰατρὸν Ἐλευθερίου Παν. εἰς τὸ 19 συντ. πεζ., Σαραντόπουλον Μιχ. εἰς τὸ 20 συντ. πεζ., Σφήκαν Π. εἰς τὸ 21 συντ. πεζ. Ροτσόπουλον Γ. εἰς τὸ 22 συντ. πεζ. Ἠλιάκον εἰς τὸ 23 συντ. πεζ. [826, 1402, 1167, 1482]
paragraph [1182, 1239, 1556, 1286]
paragraph: Αὔριον Τετάρτην χορευτικὴ προσεπερίς παρὰ τῇ κ. καὶ τῇ κυρίᾳ Α. Σούτσου ἐν τῷ διπλωματικῷ κλάδῳ. [585, 784, 810, 846]
paragraph: Τὴν Κυριακὴν χορευτικὴ ἐσπερὶς παρὰ τῷ κ. καὶ τῇ κυρίᾳ Κ. Στεφάνου. [585, 1295, 810, 1341]
masthead: ΕΜΠΡΟΣ [705, 59, 826, 83]
paragraph: Τὸν ἐπίατρον Γιαννετάκην Σ. εἰς τὴν VI Μεραρχίαν καὶ Διευθυντὴν τοῦ στρατιωτικοῦ νοσοκομείου Κορινθίας. [826, 815, 1167, 862]
paragraph-text: Χθὲς ἐπίσης 16 ἐργατικὰ σωματεῖα συνῆλθον καὶ ἀπεφάσισαν νὰ ἐνισχύσουν τοὺς ἀπεργοὺς. [1182, 1381, 1556, 1411]
paragraph: Εἶνε ἐπικαιρότερον πλέον ὁ πληθυσμὸς αὐτὸς ἐλκόμενος ἐπικαιροτάτων ρεπόρτερ, τὸν ὁποῖον ἀνευρίσκομεν ὡς ἐκ τοῦ ὑπέρου τῆς ἐξετάσεως. [348, 1143, 570, 1220]
column-1 [115, 98, 333, 2380]
divider [585, 1517, 810, 1522]
column-divider [341, 94, 342, 2139]
subheading: ΤΑ ΕΡΓΑΤΙΚΑ ΣΩΜΑΤΕΙΑ ΥΠΕΡ ΤΩΝ ΑΠΕΡΓΩΝ [1209, 1362, 1530, 1378]
column-3 [585, 98, 810, 2143]
paragraph: Τὸν ἐπίατρον Ἀναστασόπουλον Ἀντ. εἰς τὸ σχολεῖον ἐπιλοχιῶν. [1182, 755, 1556, 786]
section-title: ΚΑΘΗΜΕΡΙΝΑΙ [372, 97, 546, 121]
paragraph-text: Ἡ ἱδρυμένη ἐκ 10 ἐργατικῶν σωματείων, συμφώνως πρὸς τὸ ἐπιστημονικὸν διάδοχον τοῦ τυπογράφου ἀπεργοῦ ἀπὸ τῆς ἐργασίας, ἐξεδήλωσε τὴν συμπάθειάν της. [1182, 1168, 1556, 1214]
date-line: Ἀθῆναι τῇ 27η Ἰανουαρίου 1914. [1182, 1470, 1381, 1485]
separator-stars: * * * [670, 577, 725, 592]
ad-body [585, 1887, 810, 1997]
paragraph: Εἶνε ἀληθὲς ὅτι αἱ γινόμεναι ἀγορεύσεις ἄλλοτε κατὰ τὰς ἡμέρας τῶν ἐκλογῶν, αἱ εἰς τὸν φανατισμὸν τῶν ἀντιθέτων μερίδων ὀφειλόμεναι αἱματηραὶ συγκρούσεις, ὅπως καὶ αἱ κακὴν παράδοσιν κληρονομήσαντες πολιτικοὶ ἔχουσι τόσον πολλοὺς εἰς τὴν Ἑλλάδα, ἔχουν παύσει νὰ ὑφίστανται. [348, 199, 570, 371]
committee-title: Η ΕΠΙΤΡΟΠΗ ΤΩΝ ΣΩΜΑΤΕΙΩΝ [1260, 1486, 1479, 1500]
paragraph: Τὸν ἀρχίατρον Μαφαίτην Γ. εἰς τὴν V Μεραρχίαν καὶ Διευθυντὴν τοῦ στρατιωτικοῦ νοσοκομείου Λαμίας. [826, 764, 1167, 811]
column-2 [348, 98, 570, 2143]
signature: ΑΝΔΡ. Ν. ΠΑΠΑΓΙΑΝΝΟΠΟΥΛΟΣ [146, 2273, 302, 2304]
paragraph: — Ἐπανῆλθεν εἰς τὴν ἐπιστήμην ὁ ὠτο-ῥινο-λαρυγγολόγος ἰατρὸς κ. ΑΝΔΡΕΑΣ ΤΣΙΠΑΚΑΣ ἐπανελαβόντος εἰς τὰ γραφεῖα του καὶ δέχεται ἐν τῷ κλινικῇ του Σταδίου 8. [115, 1001, 333, 1095]
paragraph: Ὁ ἐπιμελητὴς τῆς Πανεπιστημιακῆς Κλινικῆς τῶν Ἀφροδισίων καὶ Δερματικῶν νόσων ἐν τῷ Νοσοκομείῳ Ἀνδρέου Συγγροῦ κ. Χρ. Σ. Εὐαγγέλου, δέχεται καθ' ἑκάστην ἀπὸ τῆς 7 1/2 — 8 1/2 π. μ. καὶ 6 — 8 μ. μ. ὁδὸς Εὐαγγελιστρίας 20. [115, 791, 333, 916]
divider [1182, 882, 1556, 887]
article-body [1182, 98, 1556, 876]
paragraph [115, 1688, 333, 1924]
section-title: ΚΟΙΝΩΝΙΚΑ [115, 233, 242, 257]
paragraph: Ὁ ὀφθαλμίατρος κ. Ἰωάννης Ρικάκης τῆς Σχολῆς τῶν Παρισίων, δέχεται καθ' ἑκάστην 2—4 μ.μ. ὁδὸς Πανεπιστημίου 56 Α'. [115, 1099, 333, 1176]
paragraph: Τὸν ἐπίατρον Ρωμανόπουλον Σπυρίδωνα. [1196, 310, 1453, 326]
ad-title: ΤΑ ΣΜΟΚΙΝ ΚΑΙ ΤΑ ΦΡΑΚΑ ΣΑΣ [116, 1941, 332, 1977]
signature: ΦΟΡΤΟΥΝΑΤ [490, 1223, 570, 1238]
subheading: ΤΙ ΛΕΓΕΙ Ο κ. ΠΕΤΡΑΚΟΣ [1282, 1707, 1456, 1721]
paragraph-text: Θεραπεύεται πλέον ἀσφαλῶς καὶ συντόμως εἰς τὸ ΗΛΕΚΤΡΟΘΕΡΑΠΕΥΤΗΡΙΟΝ ΠΡΑΠΟΠΟΥΛΟΥ διὰ μεθόδου εἰδικῆς, ἥτις δέκα ἔτεσι τοῦ Κ. ἐπιτυχῶς ἐφηρμόσθη. Ὥραι 10—12 π.μ. καὶ 4—6 μ.μ. [585, 1383, 810, 1492]
paragraph: Τὸν ἐπίατρον Γούτικαν Κ. εἰς τὸ σχολεῖον Ἰππικοῦ. [1196, 790, 1514, 805]
